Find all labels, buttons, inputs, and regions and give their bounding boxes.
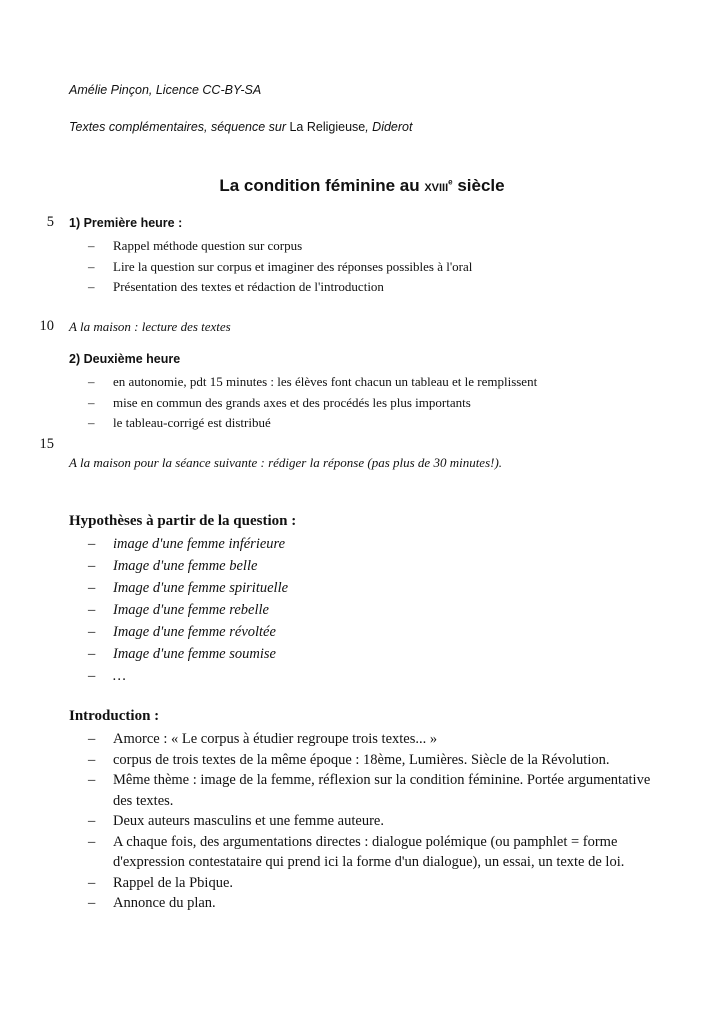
section2-list [88,372,537,434]
line-number-15: 15 [39,436,54,452]
title-century: XVIII [424,182,449,194]
section1-list [88,236,472,298]
list-item: – le tableau-corrigé est distribué [88,413,537,434]
title-century-sup: e [448,177,453,187]
list-item: – Image d'une femme soumise [88,643,288,665]
author-line: Amélie Pinçon, Licence CC-BY-SA [69,83,262,97]
list-item: – Même thème : image de la femme, réflexion sur la condition féminine. Portée argumentative des textes. [88,770,673,811]
hypotheses-list [88,533,288,687]
line-number-5: 5 [46,214,54,230]
list-item: – Annonce du plan. [88,893,673,914]
introduction-heading: Introduction : [69,708,160,724]
list-item: – Image d'une femme révoltée [88,621,288,643]
subtitle-prefix: Textes complémentaires, séquence sur [69,120,290,134]
homework-note-2: A la maison pour la séance suivante : rédiger la réponse (pas plus de 30 minutes!). [69,455,503,470]
list-item: – Image d'une femme rebelle [88,599,288,621]
list-item: – … [88,665,288,687]
section1-heading: 1) Première heure : [69,216,183,230]
introduction-list [88,729,673,914]
hypotheses-heading: Hypothèses à partir de la question : [69,513,297,529]
list-item: – Deux auteurs masculins et une femme auteure. [88,811,673,832]
list-item: – Présentation des textes et rédaction de l'introduction [88,277,472,298]
list-item: – Lire la question sur corpus et imaginer des réponses possibles à l'oral [88,257,472,278]
title-main: La condition féminine au [219,176,425,195]
list-item: – Image d'une femme belle [88,555,288,577]
subtitle-line [69,120,412,134]
subtitle-work: La Religieuse [289,120,366,134]
line-number-10: 10 [39,318,54,334]
list-item: – Amorce : « Le corpus à étudier regroupe trois textes... » [88,729,673,750]
list-item: – Rappel méthode question sur corpus [88,236,472,257]
homework-note-1: A la maison : lecture des textes [69,319,231,334]
subtitle-suffix: , Diderot [365,120,413,134]
list-item: – en autonomie, pdt 15 minutes : les élèves font chacun un tableau et le remplissent [88,372,537,393]
list-item: – image d'une femme inférieure [88,533,288,555]
title-end: siècle [452,176,505,195]
list-item: – A chaque fois, des argumentations directes : dialogue polémique (ou pamphlet = forme d'expression contestataire qui prend ici la forme d'un dialogue), un essai, un texte de loi. [88,832,673,873]
list-item: – corpus de trois textes de la même époque : 18ème, Lumières. Siècle de la Révolution. [88,750,673,771]
section2-heading: 2) Deuxième heure [69,352,181,366]
list-item: – mise en commun des grands axes et des procédés les plus importants [88,393,537,414]
list-item: – Rappel de la Pbique. [88,873,673,894]
page-title [0,176,724,196]
list-item: – Image d'une femme spirituelle [88,577,288,599]
